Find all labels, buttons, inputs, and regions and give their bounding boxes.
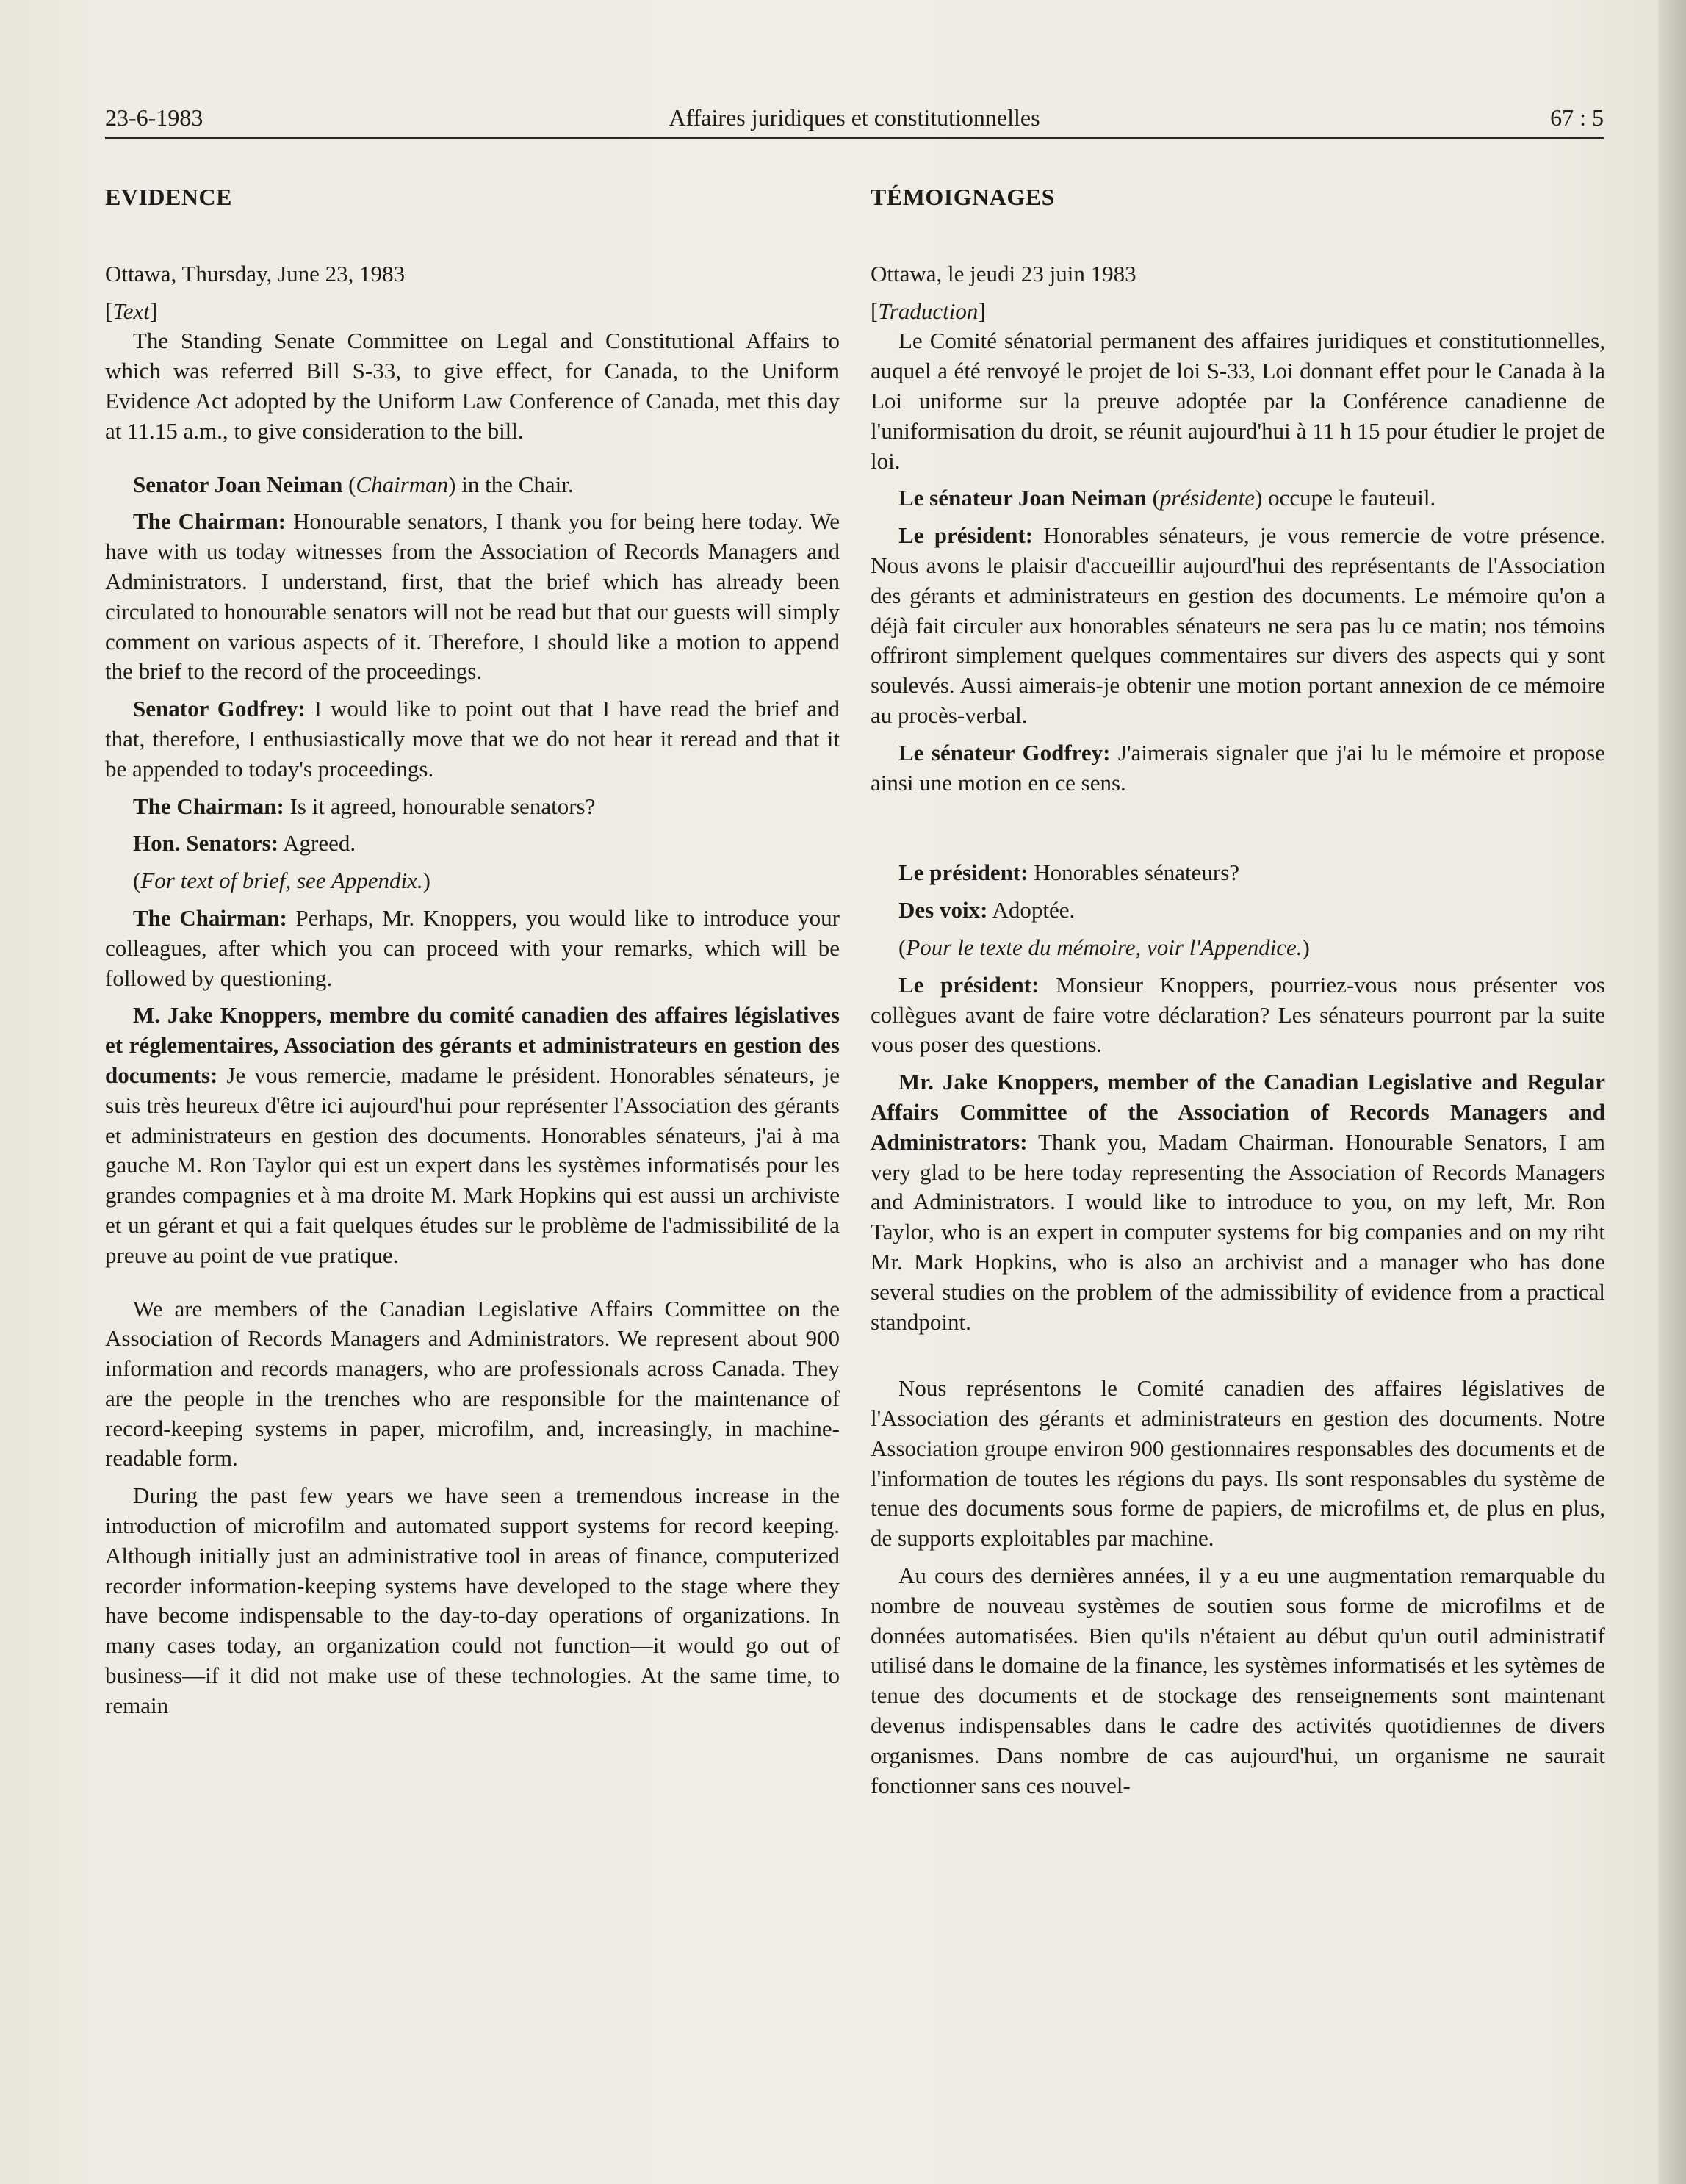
left-speaker-4: Hon. Senators: [133,830,279,857]
left-chair-rest: in the Chair. [455,471,574,497]
header-rule [105,137,1604,139]
right-dateline: Ottawa, le jeudi 23 juin 1983 [871,260,1136,286]
right-speech-6: Thank you, Madam Chairman. Honourable Senators, I am very glad to be here today representing the Association of Records Managers and Administrators. I would like to introduce to you, on my left, Mr. Ron Taylor, who is an expert in computer systems for big companies and on my riht Mr. Mark Hopkins, who is also an archivist and a manager who has done several studies on the problem of the admissibility of evidence from a practical standpoint. [871,1128,1605,1335]
left-statement-2 [105,694,840,784]
right-speech-1: Honorables sénateurs, je vous remercie de votre présence. Nous avons le plaisir d'accueillir aujourd'hui des représentants de l'Association des gérants et administrateurs en gestion des documents. Le mémoire qu'on a déjà fait circuler aux honorables sénateurs ne sera pas lu ce matin; nos témoins offriront simplement quelques commentaires sur divers des aspects qui y sont soulevés. Aussi aimerais-je obtenir une motion portant annexion de ce mémoire au procès-verbal. [871,522,1605,728]
header-title: Affaires juridiques et constitutionnelles [669,104,1040,131]
right-statement-2 [871,738,1605,799]
right-statement-3 [871,858,1605,888]
left-speech-3: Is it agreed, honourable senators? [284,793,596,819]
right-paragraph-opening: Le Comité sénatorial permanent des affaires juridiques et constitutionnelles, auquel a été renvoyé le projet de loi S-33, Loi donnant effet pour le Canada à la Loi uniforme sur la preuve adoptée par la Conférence canadienne de l'uniformisation du droit, se réunit aujourd'hui à 11 h 15 pour étudier le projet de loi. [871,328,1605,474]
right-speech-2: J'aimerais signaler que j'ai lu le mémoire et propose ainsi une motion en ce sens. [871,739,1605,796]
left-chair-role: Chairman [356,471,449,497]
left-appendix-note: (For text of brief, see Appendix.) [133,868,430,894]
left-heading: EVIDENCE [105,184,232,210]
right-speaker-2: Le sénateur Godfrey: [898,739,1111,765]
right-text-tag: [Traduction] [871,298,986,324]
right-speaker-4: Des voix: [898,897,988,923]
left-column [105,182,840,1729]
left-speaker-5: The Chairman: [133,904,287,931]
left-speech-6: Je vous remercie, madame le président. Honorables sénateurs, je suis très heureux d'être ici aujourd'hui pour représenter l'Association des gérants et administrateurs en gestion des documents. Honorables sénateurs, j'ai à ma gauche M. Ron Taylor qui est un expert dans les systèmes informatisés pour les grandes compagnies et à ma droite M. Mark Hopkins qui est aussi un archiviste et un gérant et qui a fait quelques études sur le problème de l'admissibilité de la preuve au point de vue pratique. [105,1062,840,1268]
right-appendix-note-text: Pour le texte du mémoire, voir l'Appendice. [906,934,1303,960]
right-chair-role: présidente [1159,485,1256,511]
right-speaker-1: Le président: [898,522,1034,549]
right-speaker-5: Le président: [898,971,1040,998]
right-heading: TÉMOIGNAGES [871,184,1055,210]
left-chair-speaker: Senator Joan Neiman [133,471,343,497]
left-appendix-note-text: For text of brief, see Appendix. [140,868,423,894]
left-statement-1 [105,507,840,687]
right-statement-4 [871,895,1605,926]
right-chair-speaker: Le sénateur Joan Neiman [898,485,1147,511]
right-statement-5 [871,970,1605,1060]
left-speech-1: Honourable senators, I thank you for being here today. We have with us today witnesses from the Association of Records Managers and Administrators. I understand, first, that the brief which has already been circulated to honourable senators will not be read but that our guests will simply comment on various aspects of it. Therefore, I should like a motion to append the brief to the record of the proceedings. [105,508,840,685]
left-speaker-3: The Chairman: [133,793,284,819]
right-text-tag-label: Traduction [878,298,979,324]
right-speech-4: Adoptée. [987,897,1076,923]
left-text-tag-label: Text [112,298,150,324]
right-chair-line: Le sénateur Joan Neiman (présidente) occupe le fauteuil. [898,485,1436,511]
right-appendix-note: (Pour le texte du mémoire, voir l'Appendice.) [898,934,1310,960]
left-paragraph-members: We are members of the Canadian Legislative Affairs Committee on the Association of Records Managers and Administrators. We represent about 900 information and records managers, who are professionals across Canada. They are the people in the trenches who are responsible for the maintenance of record-keeping systems in paper, microfilm, and, increasingly, in machine-readable form. [105,1295,840,1471]
right-speech-5: Monsieur Knoppers, pourriez-vous nous présenter vos collègues avant de faire votre déclaration? Les sénateurs pourront par la suite vous poser des questions. [871,971,1605,1058]
left-chair-line: Senator Joan Neiman (Chairman) in the Chair. [133,471,574,497]
left-dateline: Ottawa, Thursday, June 23, 1983 [105,260,406,286]
left-statement-3 [105,792,840,822]
left-speech-4: Agreed. [278,830,356,857]
running-header [105,104,1604,141]
right-paragraph-members: Nous représentons le Comité canadien des affaires législatives de l'Association des gérants et administrateurs en gestion des documents. Notre Association groupe environ 900 gestionnaires responsables des documents et de l'information de toutes les régions du pays. Ils sont responsables du système de tenue des documents sous forme de papiers, de microfilms et, de plus en plus, de supports exploitables par machine. [871,1375,1605,1551]
left-speaker-1: The Chairman: [133,508,287,535]
left-statement-6 [105,1001,840,1270]
right-statement-1 [871,521,1605,731]
right-paragraph-increase: Au cours des dernières années, il y a eu une augmentation remarquable du nombre de nouveau systèmes de soutien sous forme de microfilms et de données automatisées. Bien qu'ils n'étaient au début qu'un outil administratif utilisé dans le domaine de la finance, les systèmes informatisés et les sytèmes de tenue des documents et de stockage des renseignements sont maintenant devenus indispensables dans le cadre des activités quotidiennes de divers organismes. Dans nombre de cas aujourd'hui, un organisme ne saurait fonctionner sans ces nouvel- [871,1563,1605,1798]
right-speech-3: Honorables sénateurs? [1028,859,1240,886]
left-statement-4 [105,829,840,859]
right-speaker-3: Le président: [898,859,1028,886]
header-page-number: 67 : 5 [1550,104,1604,131]
left-paragraph-increase: During the past few years we have seen a tremendous increase in the introduction of microfilm and automated support systems for record keeping. Although initially just an administrative tool in areas of finance, computerized recorder information-keeping systems have developed to the stage where they have become indispensable to the day-to-day operations of organizations. In many cases today, an organization could not function—it would go out of business—if it did not make use of these technologies. At the same time, to remain [105,1482,840,1718]
left-statement-5 [105,904,840,993]
page-edge-shadow [1658,0,1686,2184]
left-speaker-2: Senator Godfrey: [133,696,306,722]
right-statement-6 [871,1067,1605,1337]
left-speech-5: Perhaps, Mr. Knoppers, you would like to introduce your colleagues, after which you can proceed with your remarks, which will be followed by questioning. [105,904,840,991]
left-paragraph-opening: The Standing Senate Committee on Legal and Constitutional Affairs to which was referred Bill S-33, to give effect, for Canada, to the Uniform Evidence Act adopted by the Uniform Law Conference of Canada, met this day at 11.15 a.m., to give consideration to the bill. [105,328,840,444]
right-speaker-6: Mr. Jake Knoppers, member of the Canadian Legislative and Regular Affairs Committee of the Association of Records Managers and Administrators: [871,1069,1605,1155]
right-column [871,182,1605,1808]
header-date: 23-6-1983 [105,104,203,131]
left-text-tag: [Text] [105,298,158,324]
right-chair-rest: occupe le fauteuil. [1262,485,1436,511]
left-speaker-6: M. Jake Knoppers, membre du comité canadien des affaires législatives et réglementaires, Association des gérants et administrateurs en gestion des documents: [105,1002,840,1088]
left-speech-2: I would like to point out that I have read the brief and that, therefore, I enthusiastically move that we do not hear it reread and that it be appended to today's proceedings. [105,696,840,782]
